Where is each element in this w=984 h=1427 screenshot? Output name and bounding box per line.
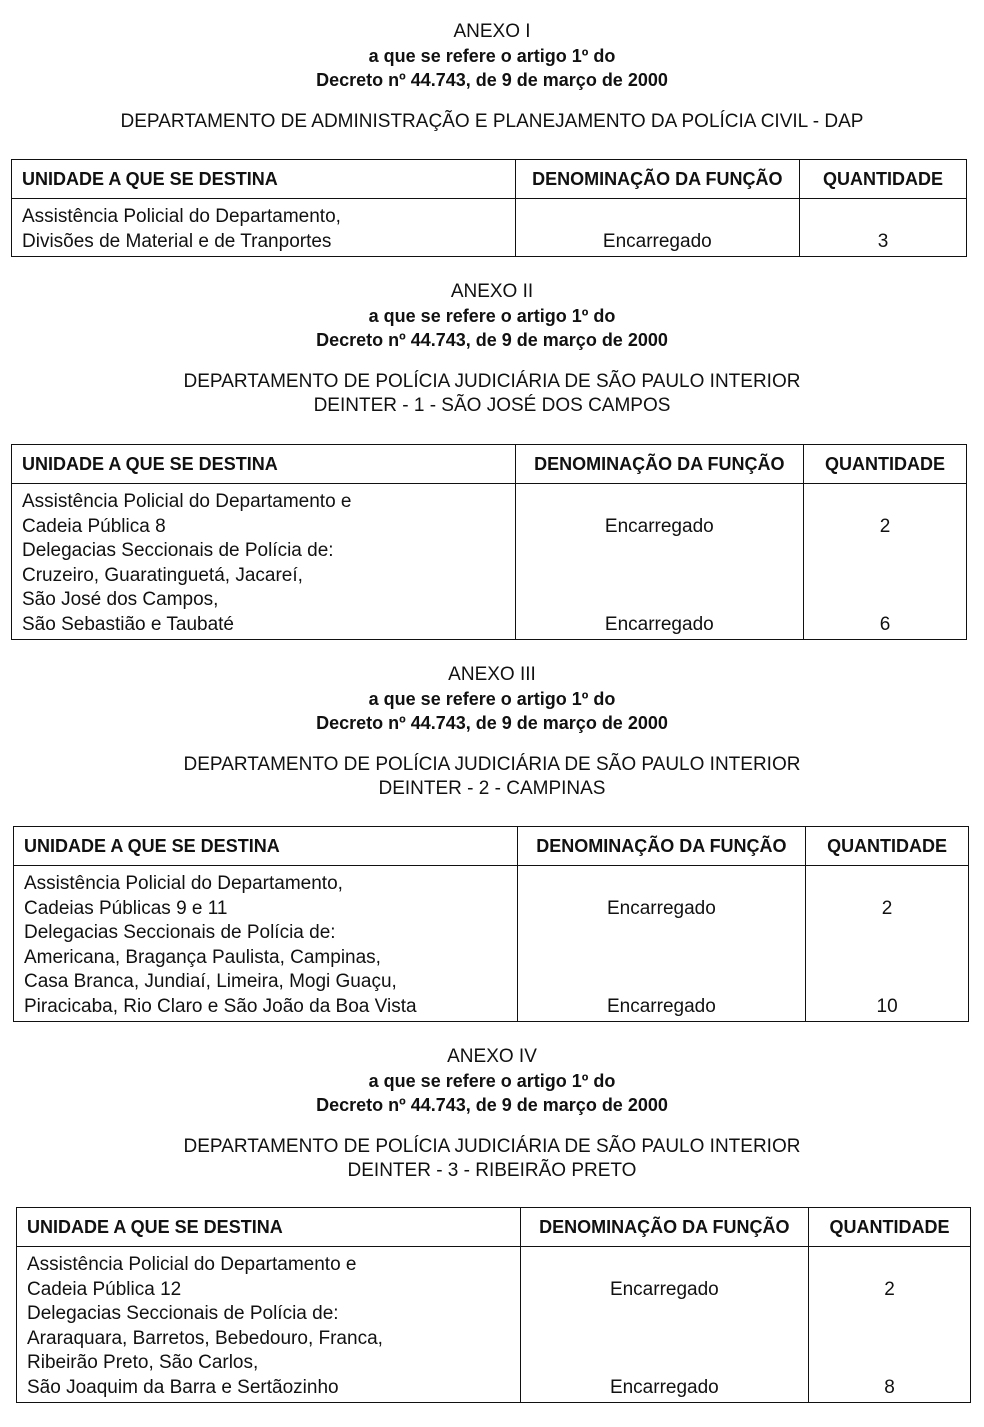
unit-line: Divisões de Material e de Tranportes — [22, 230, 332, 252]
annex-decree: Decreto nº 44.743, de 9 de março de 2000 — [316, 713, 668, 733]
annex-title: ANEXO II — [450, 281, 534, 302]
function-value: Encarregado — [602, 230, 712, 252]
unit-cell — [12, 484, 516, 640]
header-quantity: QUANTIDADE — [809, 1208, 971, 1247]
header-quantity: QUANTIDADE — [806, 827, 969, 866]
quantity-value: 10 — [876, 995, 898, 1017]
quantity-value: 2 — [879, 515, 891, 537]
quantity-value: 6 — [879, 613, 891, 635]
unit-line: Ribeirão Preto, São Carlos, — [27, 1352, 259, 1373]
annex-1-table — [11, 159, 967, 257]
unit-line: Araraquara, Barretos, Bebedouro, Franca, — [27, 1327, 383, 1349]
annex-decree: Decreto nº 44.743, de 9 de março de 2000 — [316, 1095, 668, 1115]
header-quantity: QUANTIDADE — [804, 445, 967, 484]
function-value: Encarregado — [604, 515, 714, 537]
table-header-row — [17, 1208, 971, 1247]
quantity-value: 3 — [877, 230, 889, 252]
unit-line: São Joaquim da Barra e Sertãozinho — [27, 1376, 339, 1398]
table-row — [17, 1247, 971, 1403]
annex-title: ANEXO I — [453, 21, 531, 42]
unit-line: São José dos Campos, — [22, 589, 219, 610]
annex-3-table — [13, 826, 969, 1022]
header-unit: UNIDADE A QUE SE DESTINA — [17, 1208, 521, 1247]
function-cell — [515, 484, 804, 640]
header-function: DENOMINAÇÃO DA FUNÇÃO — [520, 1208, 809, 1247]
unit-line: Assistência Policial do Departamento, — [24, 873, 343, 894]
department-subdivision: DEINTER - 1 - SÃO JOSÉ DOS CAMPOS — [313, 395, 671, 416]
table-row — [12, 199, 967, 257]
function-cell — [515, 199, 800, 257]
department-name: DEPARTAMENTO DE POLÍCIA JUDICIÁRIA DE SÃO PAULO INTERIOR — [183, 1136, 801, 1157]
unit-line: Delegacias Seccionais de Polícia de: — [24, 922, 336, 943]
unit-cell — [17, 1247, 521, 1403]
annex-2-table — [11, 444, 967, 640]
department-name: DEPARTAMENTO DE ADMINISTRAÇÃO E PLANEJAMENTO DA POLÍCIA CIVIL - DAP — [120, 111, 864, 132]
function-cell — [520, 1247, 809, 1403]
annex-4-table — [16, 1207, 971, 1403]
function-value: Encarregado — [609, 1278, 719, 1300]
annex-reference: a que se refere o artigo 1º do — [368, 306, 616, 326]
quantity-value: 8 — [884, 1376, 895, 1398]
header-quantity: QUANTIDADE — [800, 160, 967, 199]
table-header-row — [12, 160, 967, 199]
function-value: Encarregado — [604, 613, 714, 635]
quantity-cell — [800, 199, 967, 257]
unit-line: Cadeias Públicas 9 e 11 — [24, 897, 228, 919]
unit-line: Assistência Policial do Departamento e — [27, 1254, 357, 1275]
unit-line: Cadeia Pública 12 — [27, 1278, 182, 1300]
unit-line: Casa Branca, Jundiaí, Limeira, Mogi Guaçu, — [24, 971, 397, 992]
annex-3-heading — [0, 663, 984, 801]
annex-reference: a que se refere o artigo 1º do — [368, 689, 616, 709]
header-unit: UNIDADE A QUE SE DESTINA — [12, 160, 516, 199]
department-name: DEPARTAMENTO DE POLÍCIA JUDICIÁRIA DE SÃO PAULO INTERIOR — [183, 371, 801, 392]
annex-reference: a que se refere o artigo 1º do — [368, 1071, 616, 1091]
annex-reference: a que se refere o artigo 1º do — [368, 46, 616, 66]
department-subdivision: DEINTER - 2 - CAMPINAS — [378, 778, 606, 799]
header-unit: UNIDADE A QUE SE DESTINA — [14, 827, 518, 866]
function-value: Encarregado — [607, 995, 716, 1017]
unit-line: Piracicaba, Rio Claro e São João da Boa Vista — [24, 995, 417, 1017]
annex-4-heading — [0, 1045, 984, 1183]
unit-line: São Sebastião e Taubaté — [22, 613, 234, 635]
table-header-row — [12, 445, 967, 484]
unit-line: Cruzeiro, Guaratinguetá, Jacareí, — [22, 564, 303, 586]
unit-line: Delegacias Seccionais de Polícia de: — [22, 540, 334, 561]
annex-2-heading — [0, 280, 984, 418]
unit-line: Delegacias Seccionais de Polícia de: — [27, 1303, 339, 1324]
quantity-cell — [804, 484, 967, 640]
unit-cell — [14, 866, 518, 1022]
function-value: Encarregado — [607, 897, 716, 919]
header-function: DENOMINAÇÃO DA FUNÇÃO — [515, 160, 800, 199]
quantity-value: 2 — [881, 897, 893, 919]
annex-decree: Decreto nº 44.743, de 9 de março de 2000 — [316, 330, 668, 350]
table-row — [12, 484, 967, 640]
annex-title: ANEXO IV — [447, 1046, 537, 1067]
unit-line: Cadeia Pública 8 — [22, 515, 166, 537]
department-subdivision: DEINTER - 3 - RIBEIRÃO PRETO — [347, 1160, 637, 1181]
quantity-value: 2 — [884, 1278, 895, 1300]
function-cell — [517, 866, 805, 1022]
annex-1-heading — [0, 20, 984, 134]
table-header-row — [14, 827, 969, 866]
unit-line: Americana, Bragança Paulista, Campinas, — [24, 946, 381, 968]
function-value: Encarregado — [609, 1376, 719, 1398]
annex-decree: Decreto nº 44.743, de 9 de março de 2000 — [316, 70, 668, 90]
quantity-cell — [806, 866, 969, 1022]
quantity-cell — [809, 1247, 971, 1403]
unit-line: Assistência Policial do Departamento e — [22, 491, 352, 512]
unit-line: Assistência Policial do Departamento, — [22, 206, 341, 227]
header-function: DENOMINAÇÃO DA FUNÇÃO — [517, 827, 805, 866]
annex-title: ANEXO III — [448, 664, 536, 685]
department-name: DEPARTAMENTO DE POLÍCIA JUDICIÁRIA DE SÃO PAULO INTERIOR — [183, 754, 801, 775]
header-function: DENOMINAÇÃO DA FUNÇÃO — [515, 445, 804, 484]
header-unit: UNIDADE A QUE SE DESTINA — [12, 445, 516, 484]
table-row — [14, 866, 969, 1022]
unit-cell — [12, 199, 516, 257]
